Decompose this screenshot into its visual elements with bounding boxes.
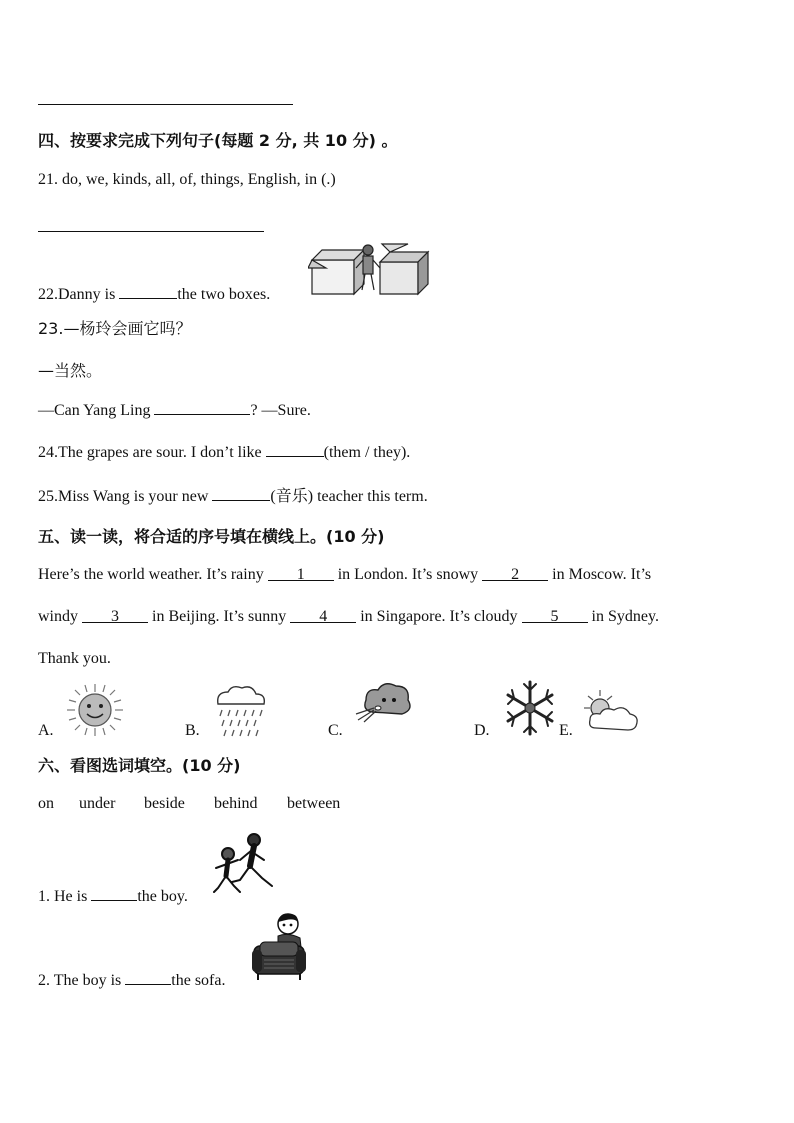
section-6-heading: 六、看图选词填空。(10 分) — [38, 756, 241, 775]
picture-question-2 — [38, 970, 225, 990]
question-25-suffix: (音乐) teacher this term. — [270, 488, 428, 505]
boxes-picture — [308, 240, 430, 298]
question-23-english — [38, 400, 311, 420]
picture-question-1 — [38, 886, 188, 906]
option-c-label: C. — [328, 722, 343, 739]
question-24-prefix: 24.The grapes are sour. I don’t like — [38, 444, 266, 461]
word-under: under — [79, 795, 116, 812]
blank-1[interactable] — [268, 566, 334, 581]
blank-value: 1 — [296, 566, 305, 583]
option-e-label: E. — [559, 722, 573, 739]
blank-2[interactable] — [482, 566, 548, 581]
blank-25[interactable] — [212, 486, 270, 501]
answer-line-top — [38, 104, 293, 105]
rain-cloud-icon — [210, 682, 270, 738]
weather-text: Here’s the world weather. It’s rainy — [38, 566, 268, 583]
question-23-suffix: ? —Sure. — [250, 402, 311, 419]
question-23-chinese-1: 23.—杨玲会画它吗？ — [38, 319, 192, 338]
wind-cloud-icon — [352, 678, 418, 724]
picture-question-1-prefix: 1. He is — [38, 888, 92, 905]
question-25 — [38, 483, 428, 506]
blank-22[interactable] — [119, 284, 177, 299]
question-23-prefix: —Can Yang Ling — [38, 402, 155, 419]
picture-question-2-prefix: 2. The boy is — [38, 972, 126, 989]
weather-line-3: Thank you. — [38, 650, 111, 667]
boy-sofa-picture — [250, 912, 310, 984]
blank-4[interactable] — [290, 608, 356, 623]
blank-p2[interactable] — [125, 970, 171, 985]
option-a-label: A. — [38, 722, 54, 739]
blank-value: 3 — [111, 608, 119, 625]
option-d-label: D. — [474, 722, 490, 739]
section-4-heading: 四、按要求完成下列句子(每题 2 分, 共 10 分) 。 — [38, 131, 398, 150]
section-5-heading: 五、读一读，将合适的序号填在横线上。(10 分) — [38, 527, 385, 546]
weather-text: in Beijing. It’s sunny — [148, 608, 291, 625]
blank-value: 4 — [319, 608, 328, 625]
option-b-label: B. — [185, 722, 200, 739]
running-boys-picture — [210, 830, 280, 898]
picture-question-2-suffix: the sofa. — [171, 972, 226, 989]
weather-text: in London. It’s snowy — [333, 566, 483, 583]
question-22-prefix: 22.Danny is — [38, 286, 120, 303]
question-23-chinese-2: —当然。 — [38, 361, 103, 380]
word-behind: behind — [214, 795, 258, 812]
blank-23[interactable] — [154, 400, 250, 415]
picture-question-1-suffix: the boy. — [137, 888, 188, 905]
blank-24[interactable] — [266, 442, 324, 457]
question-24-suffix: (them / they). — [323, 444, 411, 461]
question-25-prefix: 25.Miss Wang is your new — [38, 488, 213, 505]
weather-line-2 — [38, 608, 659, 626]
word-beside: beside — [144, 795, 185, 812]
sun-icon — [65, 682, 125, 738]
cloudy-sun-icon — [584, 688, 640, 734]
blank-p1[interactable] — [91, 886, 137, 901]
answer-line-21 — [38, 231, 264, 232]
weather-line-1 — [38, 566, 651, 584]
blank-value: 2 — [511, 566, 520, 583]
blank-3[interactable] — [82, 608, 148, 623]
weather-text: in Sydney. — [587, 608, 659, 625]
question-22 — [38, 284, 270, 304]
question-24 — [38, 442, 410, 462]
blank-value: 5 — [550, 608, 559, 625]
weather-text: in Singapore. It’s cloudy — [356, 608, 522, 625]
question-21: 21. do, we, kinds, all, of, things, English, in (.) — [38, 171, 336, 188]
blank-5[interactable] — [522, 608, 588, 623]
word-on: on — [38, 795, 54, 812]
snowflake-icon — [502, 678, 558, 738]
weather-text: in Moscow. It’s — [548, 566, 652, 583]
weather-text: windy — [38, 608, 82, 625]
word-between: between — [287, 795, 341, 812]
question-22-suffix: the two boxes. — [177, 286, 271, 303]
